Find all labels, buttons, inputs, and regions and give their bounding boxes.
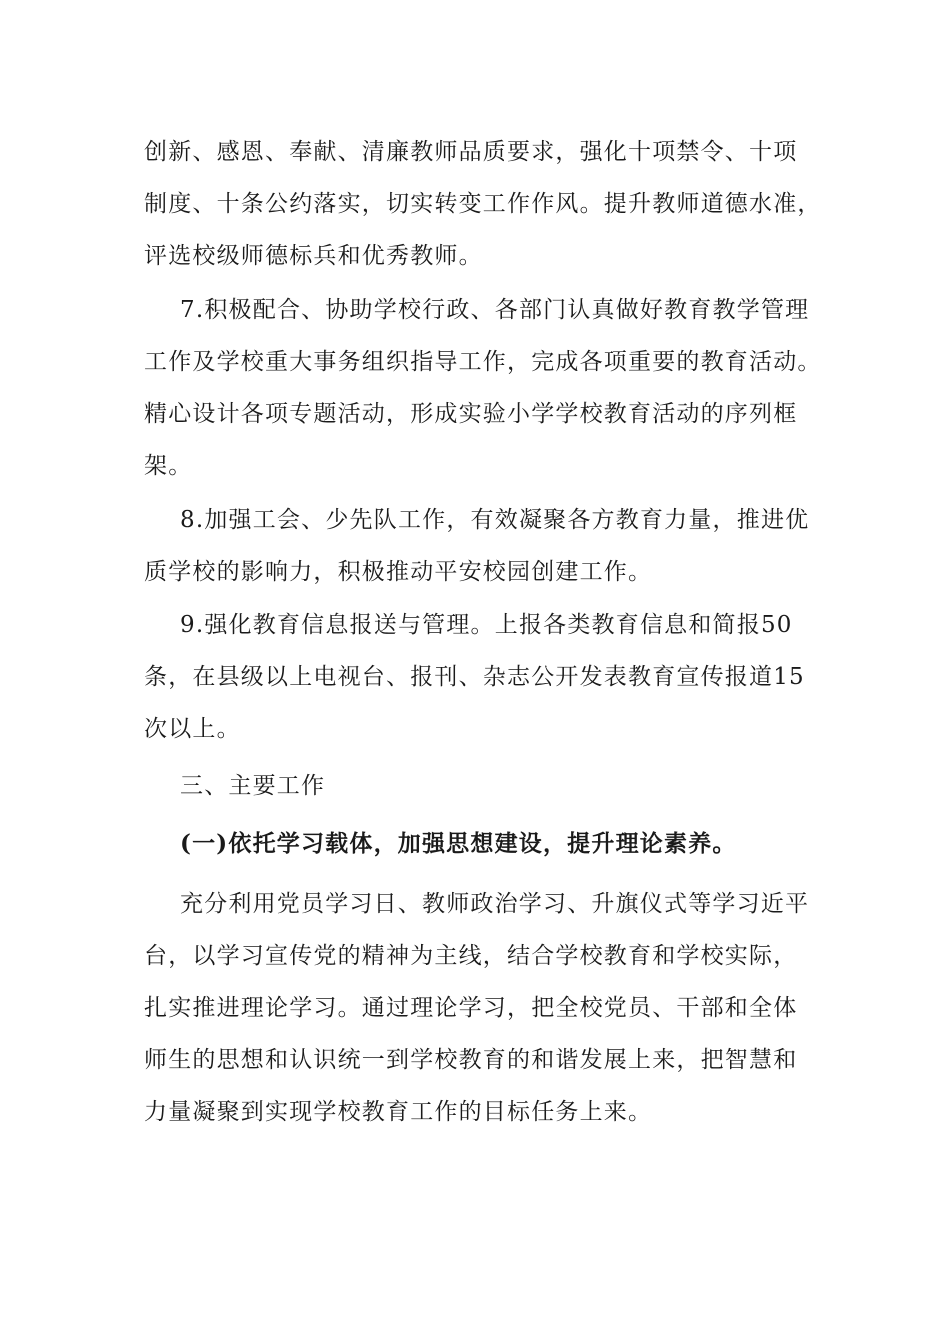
text-line: 师生的思想和认识统一到学校教育的和谐发展上来，把智慧和 [144,1047,798,1073]
paragraph-item-8 [144,494,824,598]
section-heading [144,760,824,812]
subsection-heading [144,818,824,870]
paragraph-study-content [144,878,824,1138]
text-line: 力量凝聚到实现学校教育工作的目标任务上来。 [144,1099,653,1125]
text-line: 创新、感恩、奉献、清廉教师品质要求，强化十项禁令、十项 [144,139,798,165]
subsection-title: (一)依托学习载体，加强思想建设，提升理论素养。 [180,830,737,857]
text-line: 评选校级师德标兵和优秀教师。 [144,243,483,269]
text-line: 精心设计各项专题活动，形成实验小学学校教育活动的序列框 [144,401,798,427]
text-line: 充分利用党员学习日、教师政治学习、升旗仪式等学习近平 [180,891,810,917]
text-line: 8.加强工会、少先队工作，有效凝聚各方教育力量，推进优 [180,507,810,533]
paragraph-item-7 [144,284,824,492]
text-line: 质学校的影响力，积极推动平安校园创建工作。 [144,559,653,585]
text-line: 工作及学校重大事务组织指导工作，完成各项重要的教育活动。 [144,349,822,375]
text-line: 7.积极配合、协助学校行政、各部门认真做好教育教学管理 [180,297,810,323]
text-line: 台，以学习宣传党的精神为主线，结合学校教育和学校实际， [144,943,798,969]
paragraph-item-9 [144,599,824,755]
text-line: 次以上。 [144,716,241,742]
text-line: 扎实推进理论学习。通过理论学习，把全校党员、干部和全体 [144,995,798,1021]
text-line: 9.强化教育信息报送与管理。上报各类教育信息和简报50 [180,612,793,638]
text-line: 条，在县级以上电视台、报刊、杂志公开发表教育宣传报道15 [144,664,805,690]
text-line: 制度、十条公约落实，切实转变工作作风。提升教师道德水准， [144,191,822,217]
section-title: 三、主要工作 [180,773,326,799]
paragraph-teacher-ethics [144,126,824,282]
text-line: 架。 [144,453,193,479]
